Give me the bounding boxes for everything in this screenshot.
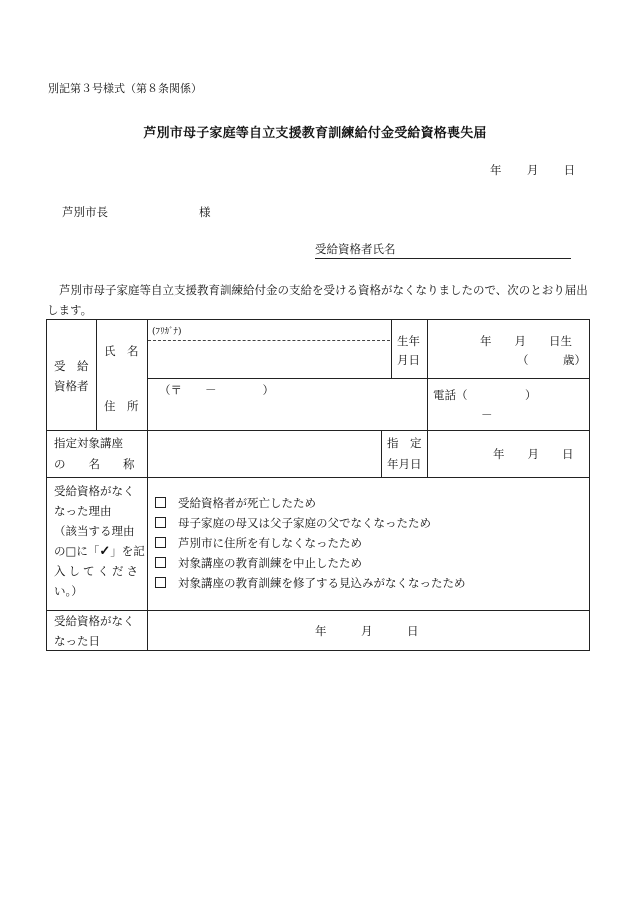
reason-text: 母子家庭の母又は父子家庭の父でなくなったため <box>178 516 431 530</box>
date-month: 月 <box>526 163 539 177</box>
row-divider <box>47 477 590 478</box>
reason-label-5: 入してくださ <box>54 564 141 578</box>
reason-label-4a: の□に「 <box>54 544 100 558</box>
lost-date-label-2: なった日 <box>54 634 100 648</box>
course-label-2: の 名 称 <box>54 457 135 471</box>
honorific: 様 <box>199 205 211 219</box>
checkbox[interactable] <box>155 557 166 568</box>
address-label: 住 所 <box>104 399 139 413</box>
form-table <box>46 319 590 651</box>
birth-label-2: 月日 <box>397 353 420 367</box>
reason-text: 対象講座の教育訓練を中止したため <box>178 556 362 570</box>
reason-label-4 <box>54 543 145 559</box>
reason-label-1: 受給資格がなく <box>54 484 135 498</box>
furigana-divider <box>148 340 390 341</box>
reason-option-5[interactable] <box>155 573 466 593</box>
course-name-field[interactable] <box>149 432 379 474</box>
name-label: 氏 名 <box>104 344 139 358</box>
intro-text: 芦別市母子家庭等自立支援教育訓練給付金の支給を受ける資格がなくなりましたので、次のとおり届出します。 <box>47 283 588 317</box>
addressee: 芦別市長 <box>62 205 108 219</box>
birth-label-1: 生年 <box>397 334 420 348</box>
document-title: 芦別市母子家庭等自立支援教育訓練給付金受給資格喪失届 <box>143 126 487 141</box>
col-divider <box>427 378 428 430</box>
reason-option-1[interactable] <box>155 493 466 513</box>
date-year: 年 <box>490 163 502 177</box>
reason-label-2: なった理由 <box>54 504 112 518</box>
recipient-label-2: 資格者 <box>54 379 89 393</box>
course-label-1: 指定対象講座 <box>54 436 123 450</box>
designated-date-value[interactable]: 年 月 日 <box>493 447 574 461</box>
reason-text: 受給資格者が死亡したため <box>178 496 316 510</box>
col-divider <box>96 320 97 430</box>
checkmark-icon: ✓ <box>99 544 111 559</box>
reason-option-3[interactable] <box>155 533 466 553</box>
form-reference: 別記第３号様式（第８条関係） <box>48 82 202 95</box>
col-divider <box>381 430 382 477</box>
checkbox[interactable] <box>155 537 166 548</box>
birth-date-value[interactable]: 年 月 日生 <box>480 334 572 348</box>
addressee-line <box>62 204 211 220</box>
designated-label-2: 年月日 <box>387 457 422 471</box>
lost-date-label-1: 受給資格がなく <box>54 614 135 628</box>
phone-dash: － <box>481 408 493 422</box>
checkbox[interactable] <box>155 517 166 528</box>
reason-option-2[interactable] <box>155 513 466 533</box>
furigana-label: (ﾌﾘｶﾞﾅ) <box>152 327 182 337</box>
recipient-label-1: 受 給 <box>54 359 89 373</box>
submission-date <box>490 162 575 178</box>
reason-checklist <box>155 493 466 593</box>
checkbox[interactable] <box>155 577 166 588</box>
reason-option-4[interactable] <box>155 553 466 573</box>
row-divider <box>47 430 590 431</box>
age-value[interactable]: （ 歳） <box>517 353 586 367</box>
postal-code-field[interactable]: （〒 － ） <box>159 383 274 397</box>
applicant-name-label: 受給資格者氏名 <box>315 242 396 256</box>
reason-label-6: い。） <box>54 584 83 598</box>
reason-label-4b: 」を記 <box>110 544 145 558</box>
reason-label-3: （該当する理由 <box>54 524 135 538</box>
col-divider <box>427 320 428 378</box>
col-divider <box>391 320 392 378</box>
reason-text: 対象講座の教育訓練を修了する見込みがなくなったため <box>178 576 466 590</box>
reason-text: 芦別市に住所を有しなくなったため <box>178 536 362 550</box>
row-divider <box>47 610 590 611</box>
designated-label-1: 指 定 <box>387 436 422 450</box>
col-divider <box>147 320 148 651</box>
date-day: 日 <box>563 163 576 177</box>
applicant-name-field[interactable] <box>315 241 571 259</box>
lost-date-value[interactable]: 年 月 日 <box>315 624 419 638</box>
checkbox[interactable] <box>155 497 166 508</box>
phone-field[interactable]: 電話（ ） <box>433 388 537 402</box>
name-field[interactable] <box>149 342 389 376</box>
col-divider <box>427 430 428 477</box>
row-divider <box>148 378 590 379</box>
